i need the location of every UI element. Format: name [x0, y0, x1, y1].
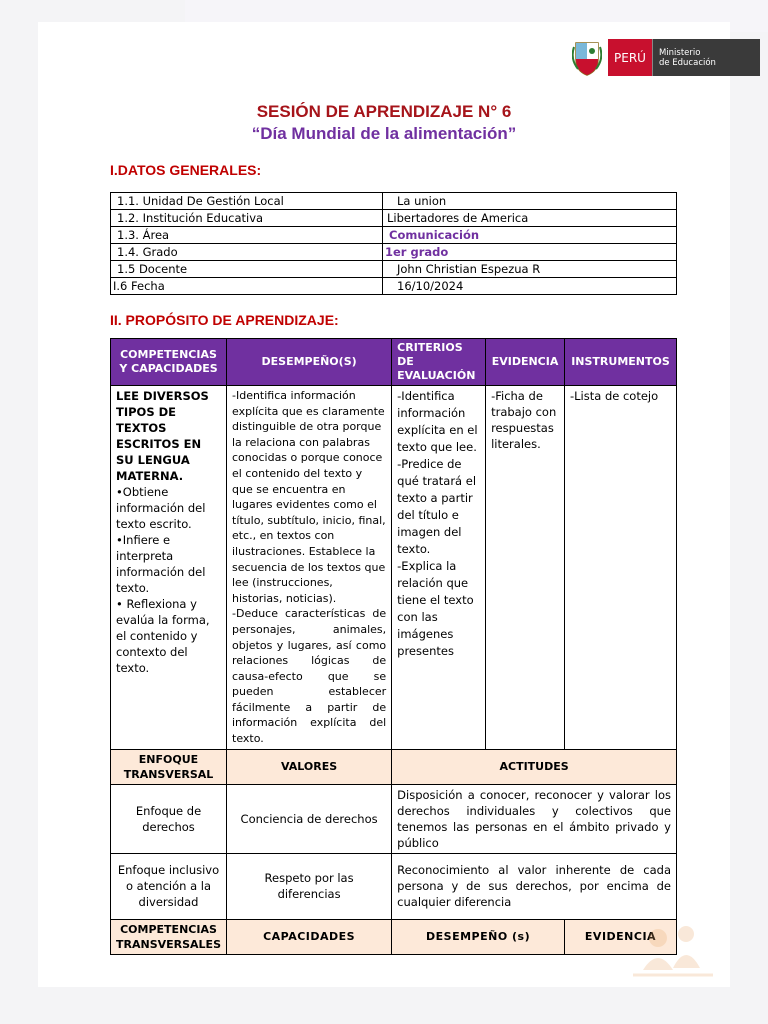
header-criterios: CRITERIOS DE EVALUACIÓN	[392, 339, 486, 386]
header-competencias: COMPETENCIAS Y CAPACIDADES	[111, 339, 227, 386]
competencia-cell	[111, 386, 227, 750]
header-desempeno: DESEMPEÑO(S)	[227, 339, 392, 386]
actitud-cell: Reconocimiento al valor inherente de cada persona y de sus derechos, por encima de cualquier diferencia	[392, 853, 677, 919]
row-value: 1er grado	[383, 244, 677, 261]
desempeno-p1: -Identifica información explícita que es claramente distinguible de otra porque la relaciona con palabras conocidas o porque conoce el contenido del texto y que se encuentra en lugares evidentes como el título, subtítulo, inicio, final, etc., en textos con ilustraciones. Establece la secuencia de los textos que lee (instrucciones, historias, noticias).	[232, 389, 386, 605]
session-title: SESIÓN DE APRENDIZAJE N° 6	[256, 102, 512, 121]
header-desempeno-s: DESEMPEÑO (s)	[392, 919, 565, 954]
instrumentos-cell: -Lista de cotejo	[565, 386, 677, 750]
minedu-logo	[572, 39, 760, 76]
enfoque-row	[111, 784, 677, 853]
table-row	[111, 278, 677, 295]
transversal-header-row	[111, 919, 677, 954]
table-row	[111, 244, 677, 261]
table-row	[111, 210, 677, 227]
row-label: I.6 Fecha	[111, 278, 383, 295]
row-label: 1.3. Área	[111, 227, 383, 244]
row-value: Libertadores de America	[383, 210, 677, 227]
row-label: 1.2. Institución Educativa	[111, 210, 383, 227]
general-data-table	[110, 192, 677, 295]
capacidad-item: •Infiere e interpreta información del texto.	[116, 533, 206, 595]
row-value: Comunicación	[383, 227, 677, 244]
section-general-heading: I.DATOS GENERALES:	[110, 162, 262, 178]
purpose-table	[110, 338, 677, 955]
competencia-title: LEE DIVERSOS TIPOS DE TEXTOS ESCRITOS EN SU LENGUA MATERNA.	[116, 389, 209, 483]
peru-label: PERÚ	[608, 39, 652, 76]
ministry-label	[652, 39, 760, 76]
capacidad-item: •Obtiene información del texto escrito.	[116, 485, 206, 531]
session-subtitle: “Día Mundial de la alimentación”	[251, 124, 517, 143]
section-purpose-heading: II. PROPÓSITO DE APRENDIZAJE:	[110, 312, 339, 328]
header-evidencia: EVIDENCIA	[486, 339, 565, 386]
header-valores: VALORES	[227, 749, 392, 784]
enfoque-header-row	[111, 749, 677, 784]
criterios-cell	[392, 386, 486, 750]
table-row	[111, 227, 677, 244]
enfoque-row	[111, 853, 677, 919]
header-evidencia-transversal: EVIDENCIA	[565, 919, 677, 954]
header-competencias-transversales: COMPETENCIAS TRANSVERSALES	[111, 919, 227, 954]
header-capacidades: CAPACIDADES	[227, 919, 392, 954]
criterio-item: -Identifica información explícita en el texto que lee.	[397, 389, 478, 454]
criterio-item: -Explica la relación que tiene el texto con las imágenes presentes	[397, 559, 474, 658]
enfoque-cell: Enfoque de derechos	[111, 784, 227, 853]
actitud-cell: Disposición a conocer, reconocer y valorar los derechos individuales y colectivos que tenemos las personas en el ámbito privado y público	[392, 784, 677, 853]
capacidad-item: • Reflexiona y evalúa la forma, el contenido y contexto del texto.	[116, 597, 210, 675]
table-row	[111, 193, 677, 210]
ministry-line1: Ministerio	[658, 47, 701, 58]
criterio-item: -Predice de qué tratará el texto a partir del título e imagen del texto.	[397, 457, 477, 556]
header-enfoque: ENFOQUE TRANSVERSAL	[111, 749, 227, 784]
header-instrumentos: INSTRUMENTOS	[565, 339, 677, 386]
table-row	[111, 386, 677, 750]
desempeno-p2: -Deduce características de personajes, animales, objetos y lugares, así como relaciones lógicas de causa-efecto que se pueden establecer fácilmente a partir de información explícita del texto.	[232, 607, 387, 746]
table-header-row	[111, 339, 677, 386]
evidencia-cell: -Ficha de trabajo con respuestas literales.	[486, 386, 565, 750]
row-value: 16/10/2024	[383, 278, 677, 295]
row-label: 1.1. Unidad De Gestión Local	[111, 193, 383, 210]
row-label: 1.4. Grado	[111, 244, 383, 261]
row-value: John Christian Espezua R	[383, 261, 677, 278]
coat-of-arms-icon	[572, 39, 602, 76]
row-value: La union	[383, 193, 677, 210]
valor-cell: Conciencia de derechos	[227, 784, 392, 853]
enfoque-cell: Enfoque inclusivo o atención a la diversidad	[111, 853, 227, 919]
ministry-line2: de Educación	[658, 57, 716, 68]
children-watermark-icon	[628, 920, 718, 980]
row-label: 1.5 Docente	[111, 261, 383, 278]
valor-cell: Respeto por las diferencias	[227, 853, 392, 919]
header-actitudes: ACTITUDES	[392, 749, 677, 784]
desempeno-cell	[227, 386, 392, 750]
table-row	[111, 261, 677, 278]
